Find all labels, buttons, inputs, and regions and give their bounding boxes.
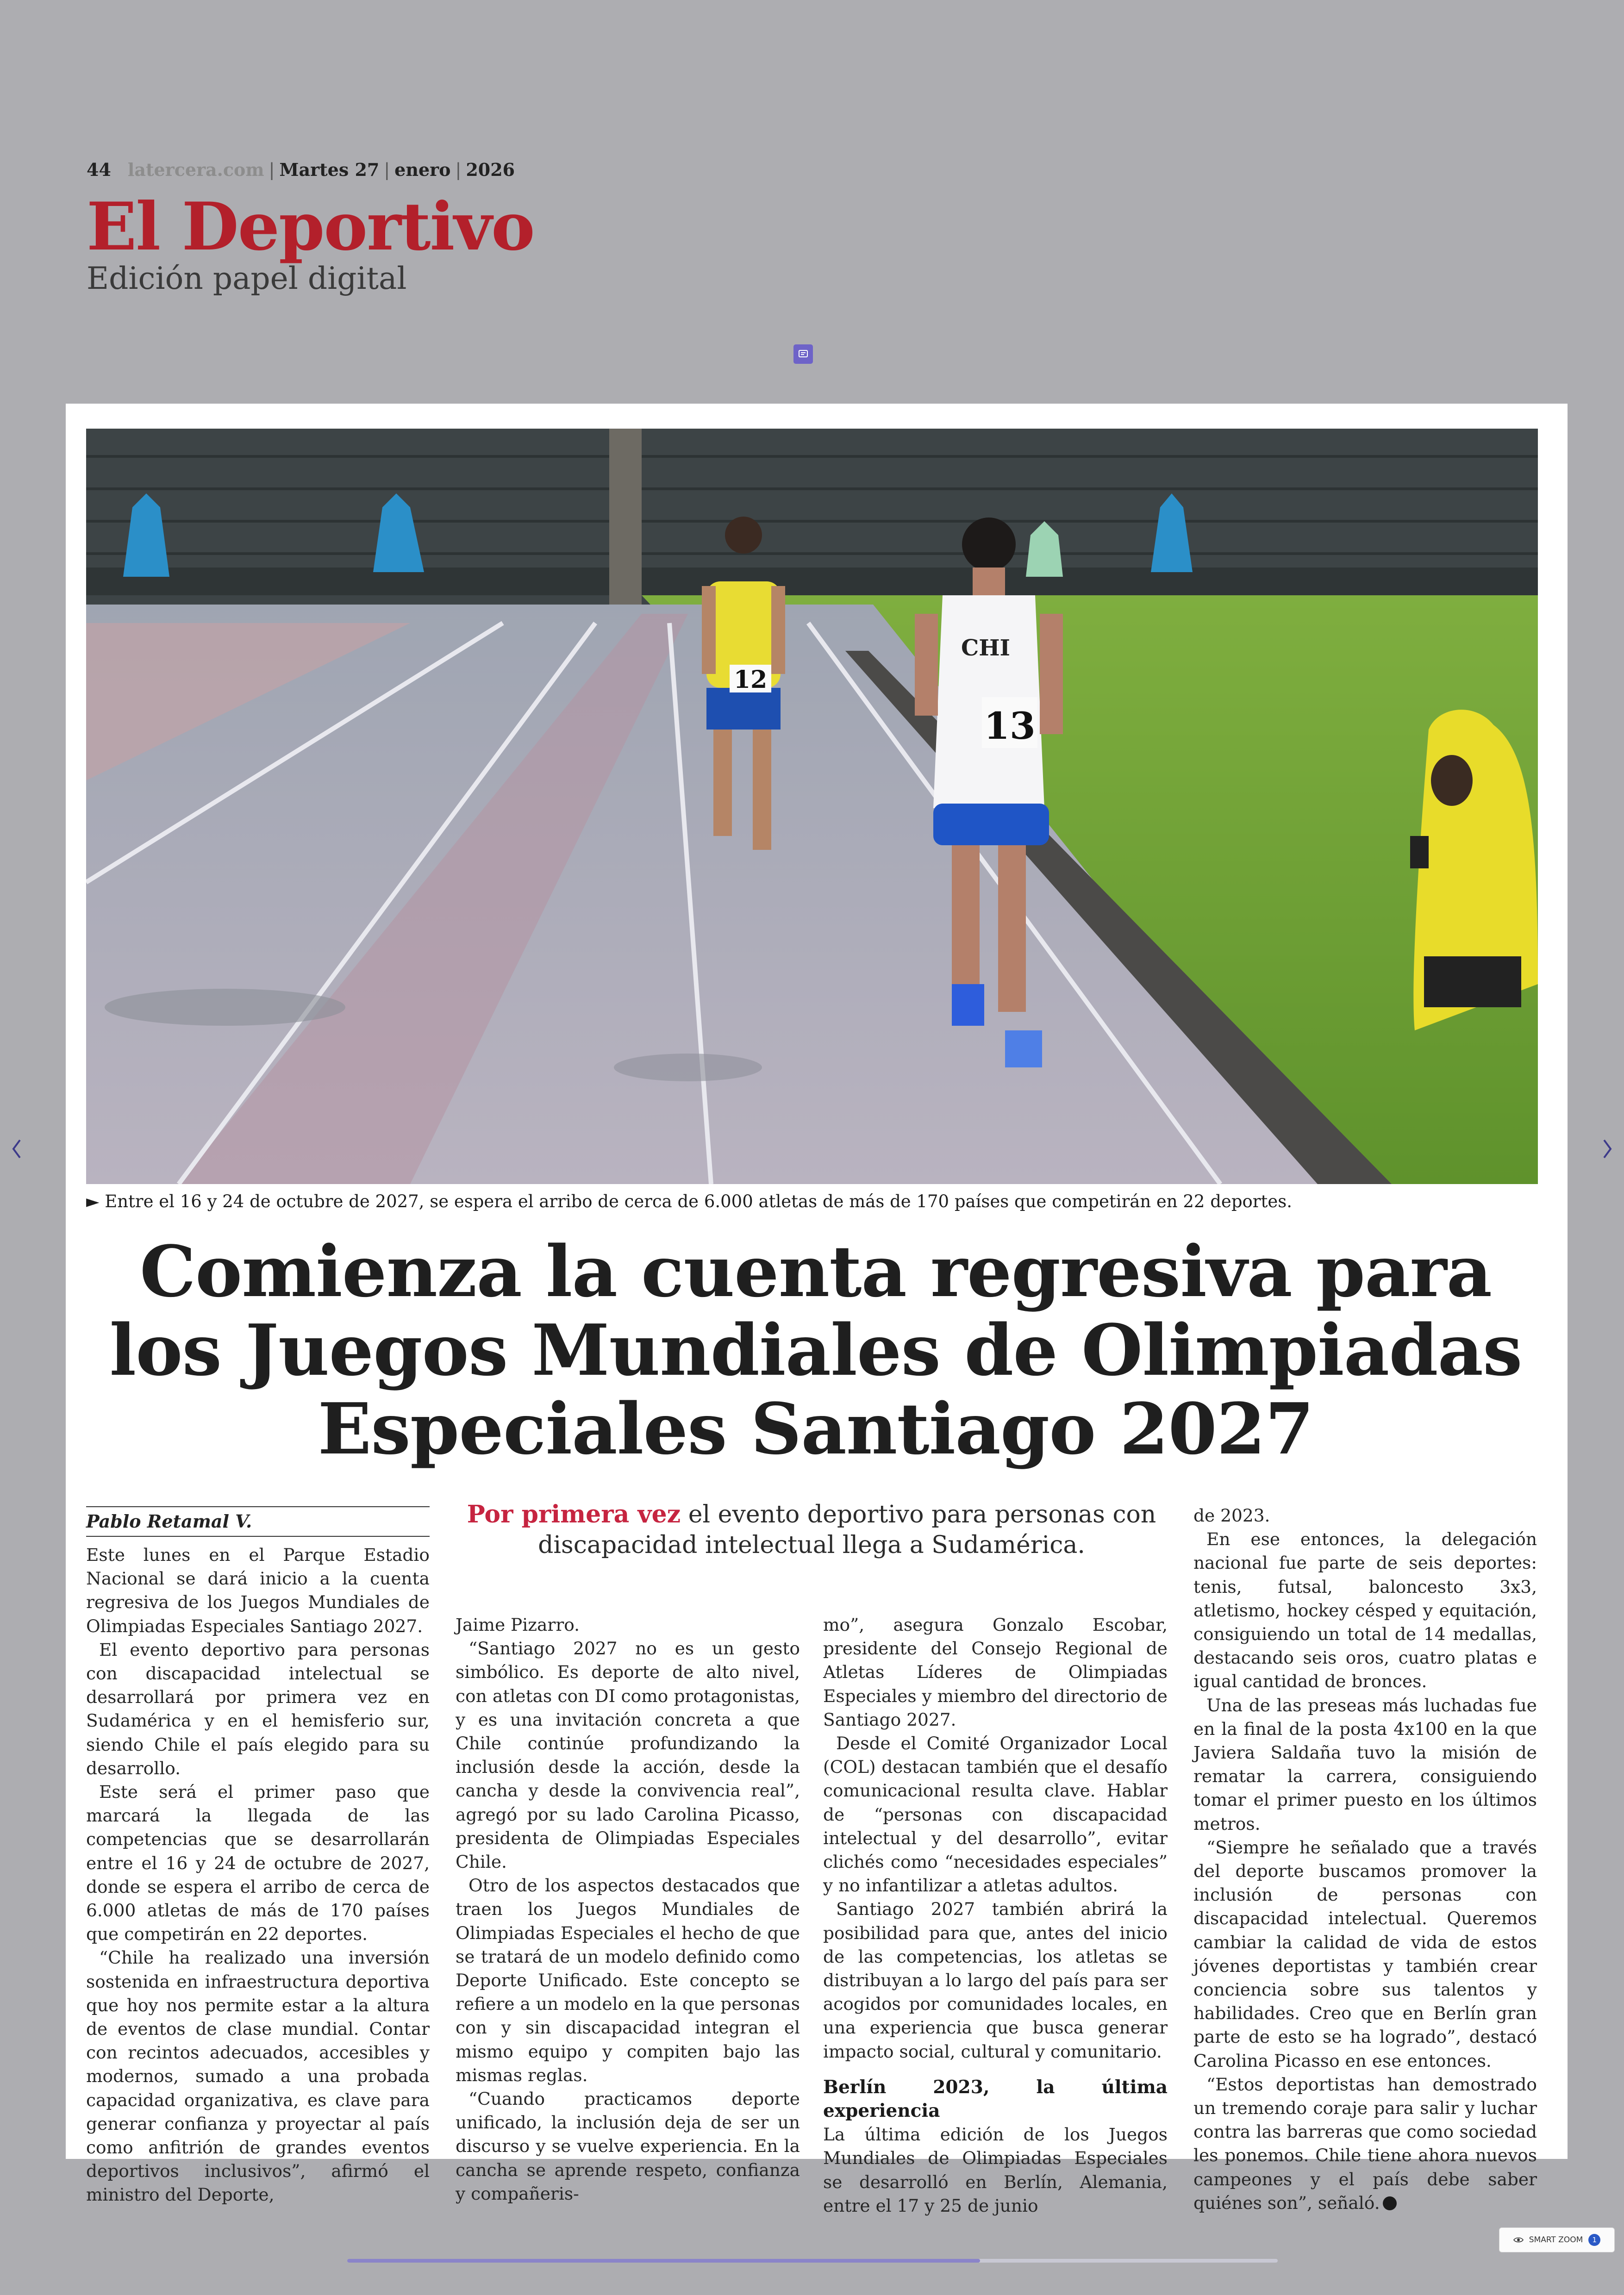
page-number: 44 <box>87 159 111 180</box>
newspaper-page <box>66 404 1568 2216</box>
paragraph: “Santiago 2027 no es un gesto simbólico. Es deporte de alto nivel, con atletas con DI como protagonistas, y es una invitación concreta a que Chile continúe profundizando la inclusión desde la acción, desde la cancha y desde la convivencia real”, agregó por su lado Carolina Picasso, presidenta de Olimpiadas Especiales Chile. <box>456 1638 800 1872</box>
paragraph: de 2023. <box>1193 1505 1270 1526</box>
paragraph: Este lunes en el Parque Estadio Nacional se dará inicio a la cuenta regresiva de los Juegos Mundiales de Olimpiadas Especiales Santiago 2027. <box>86 1545 430 1636</box>
masthead <box>87 159 534 294</box>
date-year: 2026 <box>466 159 515 180</box>
paragraph: “Chile ha realizado una inversión sostenida en infraestructura deportiva que hoy nos permite estar a la altura de eventos de clase mundial. Contar con recintos adecuados, accesibles y modernos, sumado a una probada capacidad organizativa, es clave para generar confianza y proyectar al país como anfitrión de grandes eventos deportivos inclusivos”, afirmó el ministro del Deporte, <box>86 1947 430 2205</box>
paragraph: “Cuando practicamos deporte unificado, la inclusión deja de ser un discurso y se vuelve experiencia. En la cancha se aprende respeto, confianza y compañeris- <box>456 2089 800 2204</box>
paragraph: Este será el primer paso que marcará la llegada de las competencias que se desarrollarán entre el 16 y 24 de octubre de 2027, donde se espera el arribo de cerca de 6.000 atletas de más de 170 países que competirán en 22 deportes. <box>86 1782 430 1945</box>
eye-icon <box>1513 2237 1524 2243</box>
comment-icon <box>798 349 809 360</box>
date-month: enero <box>394 159 451 180</box>
prev-page-button[interactable] <box>7 1136 26 1162</box>
paragraph: La última edición de los Juegos Mundiales de Olimpiadas Especiales se desarrolló en Berlín, Alemania, entre el 17 y 25 de junio <box>823 2124 1168 2216</box>
paragraph: Santiago 2027 también abrirá la posibilidad para que, antes del inicio de las competencias, los atletas se distribuyan a lo largo del país para ser acogidos por comunidades locales, en una experiencia que busca generar impacto social, cultural y comunitario. <box>823 1899 1168 2062</box>
comment-button[interactable] <box>793 344 813 364</box>
paragraph: Desde el Comité Organizador Local (COL) destacan también que el desafío comunicacional resulta clave. Hablar de “personas con discapacidad intelectual y del desarrollo”, evitar clichés como “necesidades especiales” y no infantilizar a atletas adultos. <box>823 1733 1168 1896</box>
article-column-1 <box>86 1543 430 2207</box>
byline: Pablo Retamal V. <box>86 1506 430 1537</box>
chevron-right-icon <box>1600 1137 1614 1160</box>
paragraph: Otro de los aspectos destacados que traen los Juegos Mundiales de Olimpiadas Especiales el hecho de que se tratará de un modelo definido como Deporte Unificado. Este concepto se refiere a un modelo en la que personas con y sin discapacidad integran el mismo equipo y compiten bajo las mismas reglas. <box>456 1875 800 2085</box>
photo-caption: ► Entre el 16 y 24 de octubre de 2027, se espera el arribo de cerca de 6.000 atletas de más de 170 países que competirán en 22 deportes. <box>86 1191 1292 1211</box>
subhead-text-line2: discapacidad intelectual llega a Sudamérica. <box>538 1531 1085 1559</box>
paragraph: “Siempre he señalado que a través del deporte buscamos promover la inclusión de personas con discapacidad intelectual. Queremos cambiar la calidad de vida de estos jóvenes deportistas y también crear conciencia sobre sus talentos y habilidades. Creo que en Berlín gran parte de esto se ha logrado”, destacó Carolina Picasso en ese entonces. <box>1193 1837 1537 2071</box>
brand-title: El Deportivo <box>87 188 534 265</box>
date-weekday: Martes 27 <box>279 159 380 180</box>
end-mark-icon <box>1383 2196 1397 2210</box>
page-progress-fill <box>347 2259 980 2263</box>
paragraph: Una de las preseas más luchadas fue en la final de la posta 4x100 en la que Javiera Saldaña tuvo la misión de rematar la carrera, consiguiendo tomar el primer puesto en los últimos metros. <box>1193 1695 1537 1834</box>
article-column-2 <box>456 1613 800 2206</box>
paragraph: En ese entonces, la delegación nacional fue parte de seis deportes: tenis, futsal, baloncesto 3x3, atletismo, hockey césped y equitación, consiguiendo un total de 14 medallas, destacando seis oros, cuatro platas e igual cantidad de bronces. <box>1193 1529 1537 1692</box>
headline-line: Comienza la cuenta regresiva para <box>139 1230 1492 1313</box>
photo-caption-text: Entre el 16 y 24 de octubre de 2027, se espera el arribo de cerca de 6.000 atletas de más de 170 países que competirán en 22 deportes. <box>105 1191 1292 1211</box>
paragraph <box>1193 2073 1537 2215</box>
headline-line: Especiales Santiago 2027 <box>318 1387 1314 1470</box>
subhead-text: el evento deportivo para personas con <box>681 1501 1156 1528</box>
paragraph: mo”, asegura Gonzalo Escobar, presidente del Consejo Regional de Atletas Líderes de Olimpiadas Especiales y miembro del directorio de Santiago 2027. <box>823 1615 1168 1730</box>
subhead-accent: Por primera vez <box>467 1500 681 1528</box>
smart-zoom-label: SMART ZOOM <box>1529 2235 1583 2245</box>
bib-12: 12 <box>733 666 768 694</box>
article-column-3 <box>823 1613 1168 2218</box>
paragraph: El evento deportivo para personas con discapacidad intelectual se desarrollará por primera vez en Sudamérica y en el hemisferio sur, siendo Chile el país elegido para su desarrollo. <box>86 1639 430 1778</box>
page-progress-bar[interactable] <box>347 2259 1278 2263</box>
edition-label: Edición papel digital <box>87 261 407 296</box>
headline <box>107 1232 1524 1468</box>
smart-zoom-badge: 1 <box>1588 2234 1600 2246</box>
chevron-left-icon <box>10 1137 24 1160</box>
page-meta: 44 latercera.com | Martes 27 | enero | 2026 <box>87 159 515 180</box>
site-name: latercera.com <box>127 159 264 180</box>
article-photo <box>86 429 1538 1184</box>
closing-paragraph-text: “Estos deportistas han demostrado un tremendo coraje para salir y luchar contra las barreras que como sociedad les ponemos. Chile tiene ahora nuevos campeones y el país debe saber quiénes son”, señaló. <box>1193 2074 1537 2213</box>
bib-13: 13 <box>984 704 1036 748</box>
runner-country: CHI <box>961 635 1011 661</box>
paragraph: Jaime Pizarro. <box>456 1615 580 1635</box>
smart-zoom-button[interactable] <box>1499 2227 1615 2252</box>
article-column-4 <box>1193 1504 1537 2215</box>
subhead <box>456 1499 1168 1560</box>
next-page-button[interactable] <box>1598 1136 1617 1162</box>
section-heading: Berlín 2023, la última experiencia <box>823 2076 1168 2122</box>
headline-line: los Juegos Mundiales de Olimpiadas <box>109 1309 1522 1391</box>
